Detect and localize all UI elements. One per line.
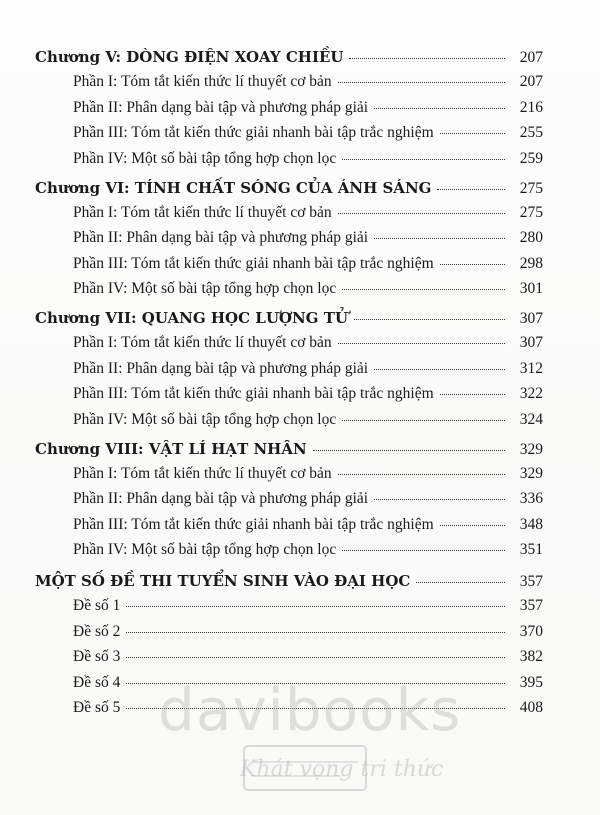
toc-entry-page-number: 312 — [519, 359, 543, 377]
chapter-heading-page-number: 329 — [519, 440, 543, 458]
toc-entry-title: Phần III: Tóm tắt kiến thức giải nhanh bài tập trắc nghiệm — [73, 515, 434, 533]
chapter-heading-title: Chương VI: TÍNH CHẤT SÓNG CỦA ÁNH SÁNG — [35, 178, 432, 197]
dot-leader — [313, 450, 505, 451]
dot-leader — [374, 499, 505, 500]
toc-entry-page-number: 207 — [519, 73, 543, 90]
toc-entry-title: Phần I: Tóm tắt kiến thức lí thuyết cơ bản — [73, 334, 332, 351]
toc-entry-page-number: 322 — [519, 385, 543, 402]
dot-leader — [440, 525, 505, 526]
toc-entry — [73, 541, 543, 559]
watermark-logo: davibooks — [158, 676, 462, 744]
dot-leader — [416, 582, 505, 583]
stamp-mark — [240, 738, 370, 798]
dot-leader — [338, 474, 505, 475]
toc-entry-title: Phần III: Tóm tắt kiến thức giải nhanh bài tập trắc nghiệm — [73, 254, 434, 272]
toc-entry-page-number: 348 — [519, 515, 543, 533]
toc-entry-title: Phần II: Phân dạng bài tập và phương pháp giải — [73, 359, 369, 377]
toc-entry — [73, 490, 543, 508]
chapter-heading — [35, 309, 543, 328]
toc-entry-title: Phần I: Tóm tắt kiến thức lí thuyết cơ bản — [73, 464, 332, 482]
dot-leader — [342, 420, 505, 421]
dot-leader — [126, 632, 505, 633]
exam-entry — [73, 623, 543, 641]
dot-leader — [342, 550, 505, 551]
dot-leader — [374, 369, 505, 370]
toc-entry-page-number: 329 — [519, 464, 543, 482]
toc-entry — [73, 73, 543, 91]
dot-leader — [440, 264, 505, 265]
dot-leader — [342, 289, 505, 290]
toc-entry-title: Phần II: Phân dạng bài tập và phương pháp giải — [73, 490, 369, 507]
exam-entry-title: Đề số 4 — [73, 673, 121, 691]
exam-entry-page-number: 395 — [519, 673, 543, 691]
toc-entry-page-number: 259 — [519, 149, 543, 167]
dot-leader — [126, 657, 505, 658]
toc-entry — [73, 334, 543, 352]
chapter-heading — [35, 48, 543, 67]
dot-leader — [338, 343, 505, 344]
toc-entry-page-number: 216 — [519, 98, 543, 116]
dot-leader — [354, 319, 505, 320]
exam-entry-page-number: 370 — [519, 622, 543, 640]
chapter-heading-page-number: 307 — [519, 310, 543, 327]
toc-entry-title: Phần IV: Một số bài tập tổng hợp chọn lọc — [73, 541, 337, 558]
dot-leader — [374, 238, 505, 239]
toc-entry-page-number: 307 — [519, 334, 543, 351]
toc-entry — [73, 99, 543, 117]
toc-entry-title: Phần II: Phân dạng bài tập và phương pháp giải — [73, 229, 369, 246]
chapter-heading-page-number: 207 — [519, 49, 543, 66]
dot-leader — [440, 394, 505, 395]
toc-entry-title: Phần I: Tóm tắt kiến thức lí thuyết cơ bản — [73, 73, 332, 90]
toc-entry-page-number: 351 — [519, 541, 543, 558]
toc-entry — [73, 204, 543, 222]
toc-entry-title: Phần IV: Một số bài tập tổng hợp chọn lọc — [73, 149, 337, 167]
toc-entry-title: Phần IV: Một số bài tập tổng hợp chọn lọc — [73, 280, 337, 297]
exam-entry-page-number: 408 — [519, 699, 543, 716]
dot-leader — [126, 708, 505, 709]
dot-leader — [349, 58, 505, 59]
toc-entry-page-number: 298 — [519, 254, 543, 272]
toc-entry — [73, 124, 543, 142]
exam-entry — [73, 699, 543, 717]
toc-entry — [73, 385, 543, 403]
exam-entry — [73, 597, 543, 615]
toc-entry-title: Phần IV: Một số bài tập tổng hợp chọn lọc — [73, 410, 337, 428]
chapter-heading-page-number: 275 — [519, 179, 543, 197]
toc-entry — [73, 516, 543, 534]
toc-entry — [73, 465, 543, 483]
chapter-heading-title: Chương VIII: VẬT LÍ HẠT NHÂN — [35, 439, 307, 458]
exam-entry — [73, 674, 543, 692]
dot-leader — [338, 82, 505, 83]
exam-entry-page-number: 382 — [519, 648, 543, 665]
exam-entry — [73, 648, 543, 666]
toc-entry-title: Phần II: Phân dạng bài tập và phương pháp giải — [73, 98, 369, 116]
toc-entry — [73, 411, 543, 429]
toc-entry-page-number: 301 — [519, 280, 543, 297]
chapter-heading-title: Chương V: DÒNG ĐIỆN XOAY CHIỀU — [35, 48, 344, 66]
toc-entry — [73, 229, 543, 247]
exam-section-heading — [35, 572, 543, 591]
exam-section-heading-page-number: 357 — [519, 573, 543, 590]
dot-leader — [338, 213, 505, 214]
dot-leader — [126, 606, 505, 607]
dot-leader — [437, 189, 505, 190]
toc-entry-title: Phần I: Tóm tắt kiến thức lí thuyết cơ bản — [73, 203, 332, 221]
toc-entry-page-number: 280 — [519, 229, 543, 246]
toc-entry — [73, 280, 543, 298]
toc-entry-page-number: 324 — [519, 410, 543, 428]
toc-entry-page-number: 336 — [519, 490, 543, 507]
exam-entry-page-number: 357 — [519, 597, 543, 614]
toc-entry — [73, 255, 543, 273]
toc-entry-page-number: 275 — [519, 203, 543, 221]
dot-leader — [374, 108, 505, 109]
toc-entry — [73, 360, 543, 378]
watermark-tagline: Khát vọng tri thức — [240, 757, 444, 782]
chapter-heading-title: Chương VII: QUANG HỌC LƯỢNG TỬ — [35, 309, 348, 327]
chapter-heading — [35, 440, 543, 459]
dot-leader — [440, 133, 505, 134]
exam-entry-title: Đề số 3 — [73, 648, 121, 665]
exam-entry-title: Đề số 1 — [73, 597, 121, 614]
toc-entry — [73, 150, 543, 168]
exam-entry-title: Đề số 2 — [73, 622, 121, 640]
toc-entry-title: Phần III: Tóm tắt kiến thức giải nhanh bài tập trắc nghiệm — [73, 385, 434, 402]
chapter-heading — [35, 179, 543, 198]
toc-entry-title: Phần III: Tóm tắt kiến thức giải nhanh bài tập trắc nghiệm — [73, 124, 434, 141]
exam-section-heading-title: MỘT SỐ ĐỀ THI TUYỂN SINH VÀO ĐẠI HỌC — [35, 572, 411, 590]
dot-leader — [342, 159, 505, 160]
dot-leader — [126, 683, 505, 684]
toc-entry-page-number: 255 — [519, 124, 543, 141]
exam-entry-title: Đề số 5 — [73, 699, 121, 716]
